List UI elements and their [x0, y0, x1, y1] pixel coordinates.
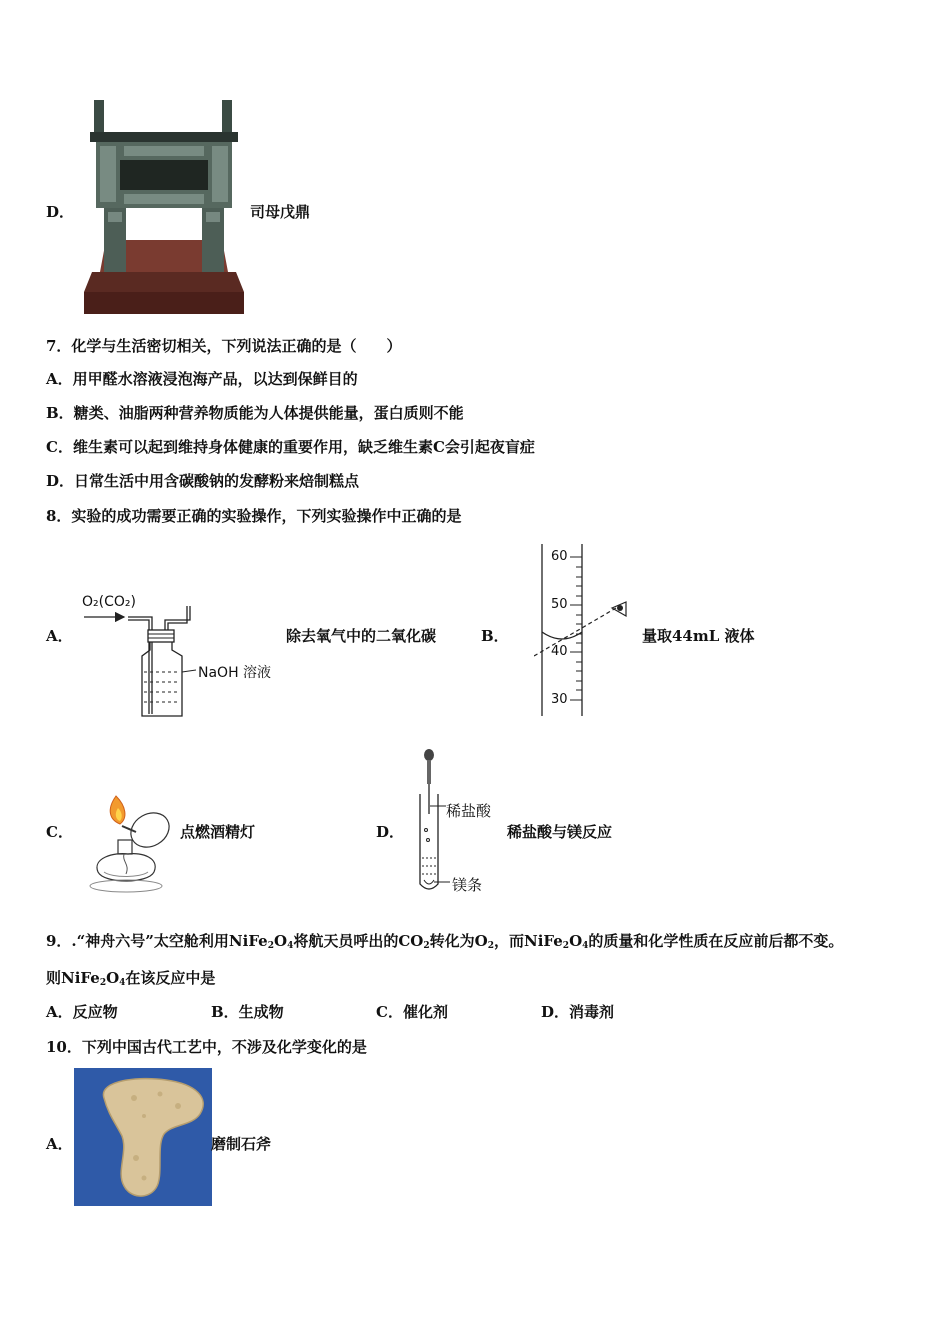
q7-option-b[interactable]: B．糖类、油脂两种营养物质能为人体提供能量，蛋白质则不能	[46, 404, 464, 422]
q10-stem: 10．下列中国古代工艺中，不涉及化学变化的是	[46, 1038, 367, 1056]
test-tube-dropper-diagram	[412, 748, 452, 896]
q8-option-c-letter[interactable]: C．	[46, 823, 73, 841]
q7-option-a[interactable]: A．用甲醛水溶液浸泡海产品，以达到保鲜目的	[46, 370, 358, 388]
q6-option-d-text: 司母戊鼎	[250, 203, 311, 221]
q8-a-solution-label: NaOH 溶液	[198, 665, 272, 681]
cylinder-tick-30: 30	[551, 692, 568, 707]
q7-stem: 7．化学与生活密切相关，下列说法正确的是（ ）	[46, 337, 402, 355]
cylinder-tick-40: 40	[551, 644, 568, 659]
q8-option-b-letter[interactable]: B．	[481, 627, 509, 645]
q8-option-a-text: 除去氧气中的二氧化碳	[286, 627, 437, 645]
q8-stem: 8．实验的成功需要正确的实验操作，下列实验操作中正确的是	[46, 507, 462, 525]
q9-option-a[interactable]: A．反应物	[46, 1003, 118, 1021]
q8-d-mg-label: 镁条	[452, 876, 483, 894]
q8-option-c-text: 点燃酒精灯	[180, 823, 256, 841]
q6-option-d-letter: D．	[46, 203, 75, 221]
q9-option-d[interactable]: D．消毒剂	[541, 1003, 615, 1021]
q8-a-gas-label: O₂(CO₂)	[82, 594, 136, 610]
q8-option-a-letter[interactable]: A．	[46, 627, 73, 645]
cylinder-tick-50: 50	[551, 597, 568, 612]
q8-option-d-text: 稀盐酸与镁反应	[507, 823, 613, 841]
cylinder-tick-60: 60	[551, 549, 568, 564]
q8-option-d-letter[interactable]: D．	[376, 823, 405, 841]
q10-option-a-text: 磨制石斧	[211, 1135, 272, 1153]
alcohol-lamp-lighting-image	[78, 792, 178, 898]
q10-option-a-letter[interactable]: A．	[46, 1135, 73, 1153]
q9-stem-line1: 9．.“神舟六号”太空舱利用$NiFe_2O_4$将航天员呼出的$CO_2$转化为$O_2$，而$NiFe_2O_4$的质量和化学性质在反应前后都不变。	[46, 932, 844, 951]
q9-option-b[interactable]: B．生成物	[211, 1003, 284, 1021]
q7-option-d[interactable]: D．日常生活中用含碳酸钠的发酵粉来焙制糕点	[46, 472, 360, 490]
q9-option-c[interactable]: C．催化剂	[376, 1003, 448, 1021]
ding-vessel-image	[84, 100, 244, 315]
q8-option-b-text: 量取44mL 液体	[642, 627, 755, 645]
stone-axe-image	[74, 1068, 212, 1206]
q7-option-c[interactable]: C．维生素可以起到维持身体健康的重要作用，缺乏维生素C会引起夜盲症	[46, 438, 535, 456]
q9-stem-line2: 则$NiFe_2O_4$在该反应中是	[46, 969, 216, 988]
q8-d-acid-label: 稀盐酸	[446, 802, 492, 820]
